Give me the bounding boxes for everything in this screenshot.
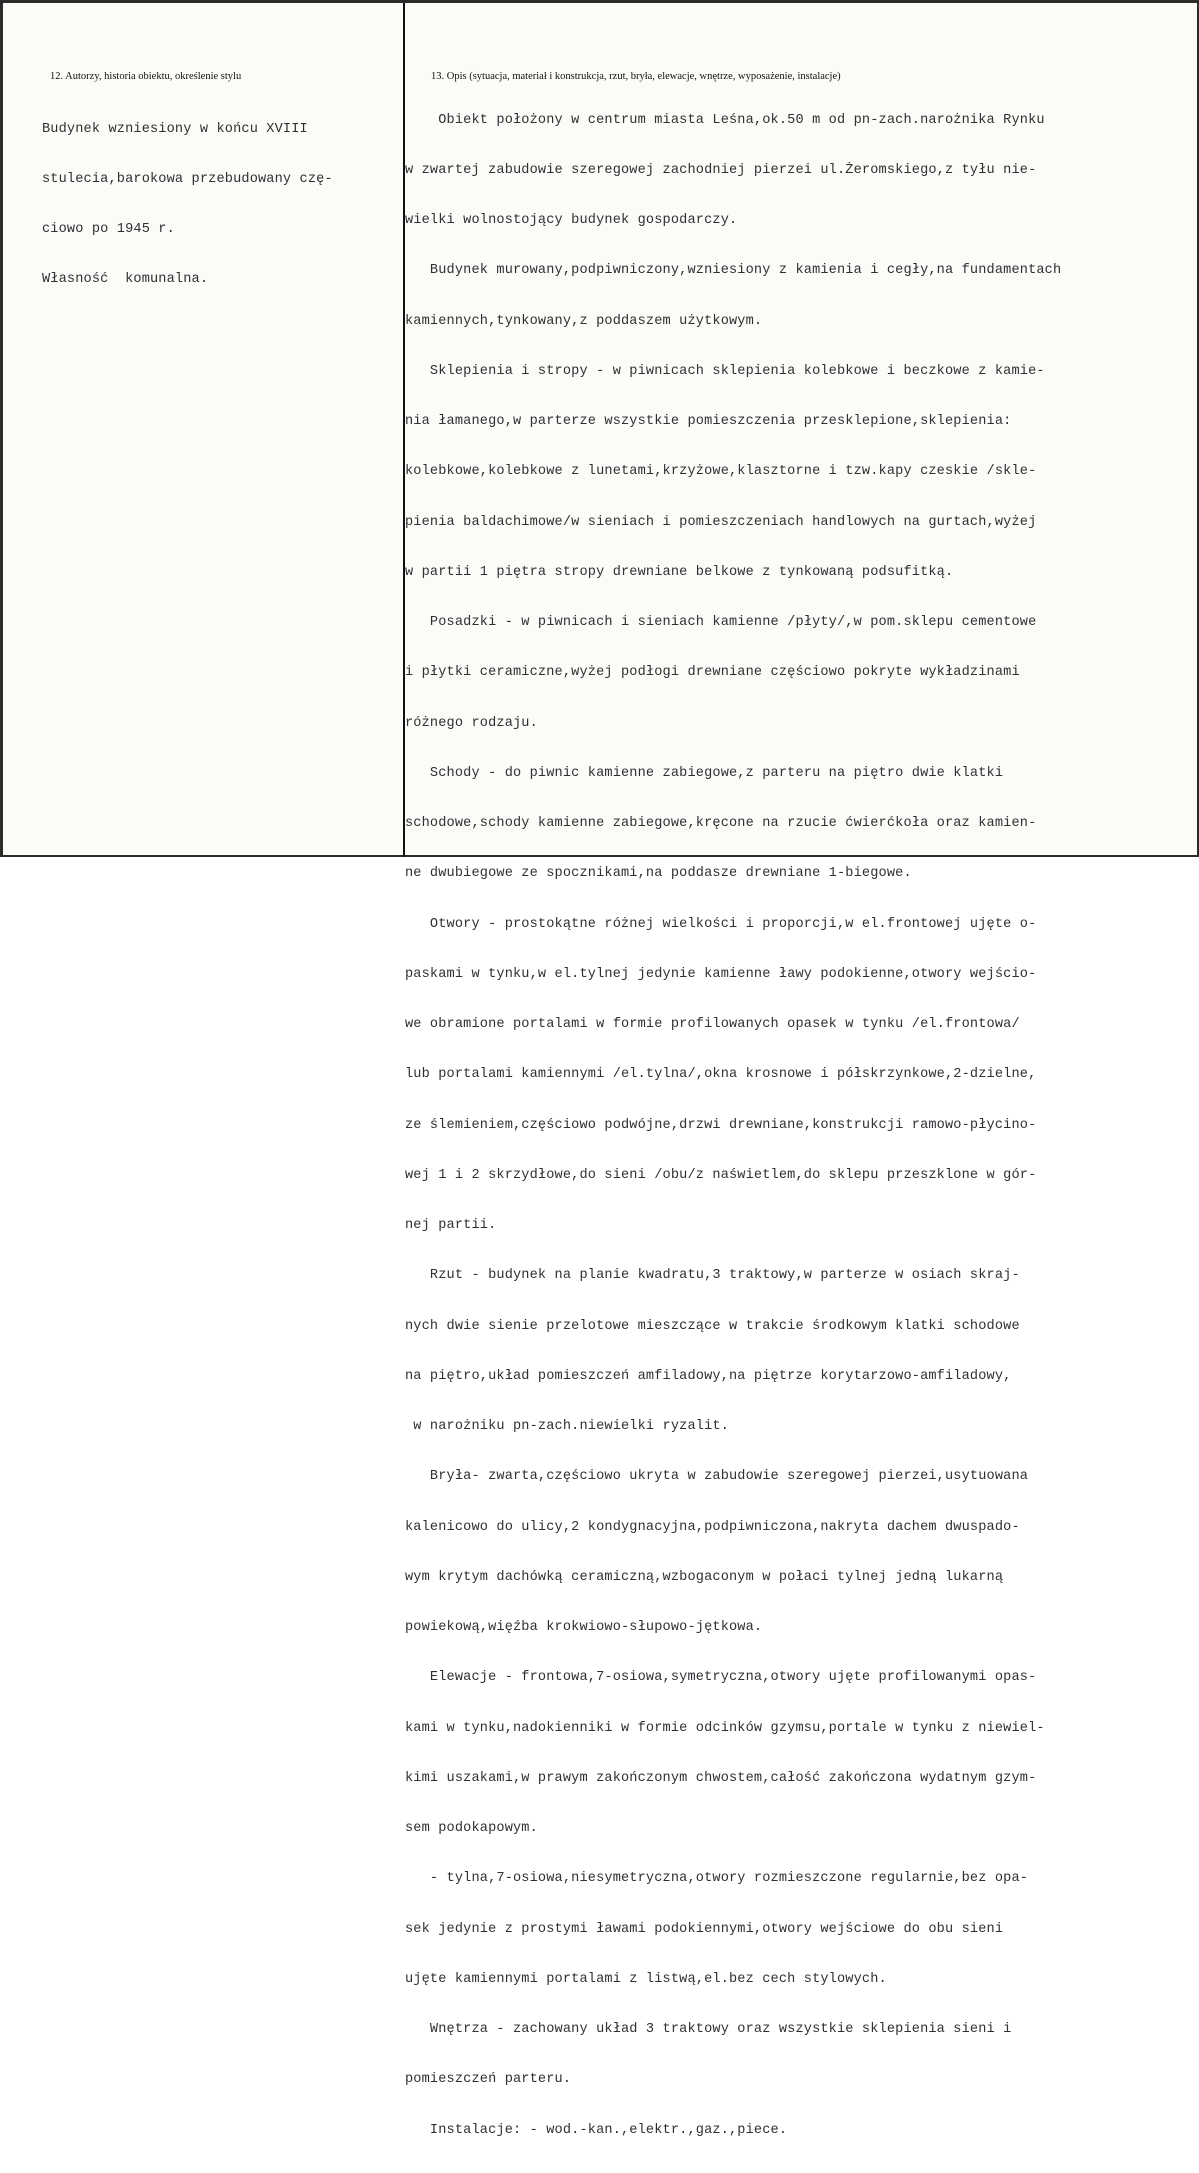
- section-13-line: na piętro,układ pomieszczeń amfiladowy,na piętrze korytarzowo-amfiladowy,: [405, 1368, 1012, 1384]
- section-12-line: stulecia,barokowa przebudowany czę-: [42, 171, 333, 187]
- section-12-text: [42, 88, 333, 323]
- section-13-line: Sklepienia i stropy - w piwnicach sklepienia kolebkowe i beczkowe z kamie-: [405, 363, 1045, 379]
- section-13-line: kamiennych,tynkowany,z poddaszem użytkowym.: [405, 313, 763, 329]
- section-13-line: w narożniku pn-zach.niewielki ryzalit.: [405, 1419, 729, 1434]
- section-13-line: w partii 1 piętra stropy drewniane belkowe z tynkowaną podsufitką.: [405, 564, 954, 580]
- section-13-text: [405, 79, 1061, 2173]
- section-12-line: Własność komunalna.: [42, 272, 209, 288]
- section-13-line: Posadzki - w piwnicach i sieniach kamienne /płyty/,w pom.sklepu cementowe: [405, 615, 1037, 630]
- section-13-line: - tylna,7-osiowa,niesymetryczna,otwory rozmieszczone regularnie,bez opa-: [405, 1871, 1029, 1887]
- section-13-line: schodowe,schody kamienne zabiegowe,kręcone na rzucie ćwierćkoła oraz kamien-: [405, 816, 1037, 831]
- section-13-line: w zwartej zabudowie szeregowej zachodniej pierzei ul.Żeromskiego,z tyłu nie-: [405, 162, 1037, 178]
- section-13-line: paskami w tynku,w el.tylnej jedynie kamienne ławy podokienne,otwory wejścio-: [405, 966, 1037, 982]
- section-13-line: nia łamanego,w parterze wszystkie pomieszczenia przesklepione,sklepienia:: [405, 414, 1012, 429]
- section-12-heading: 12. Autorzy, historia obiektu, określenie stylu: [50, 71, 242, 82]
- section-13-line: i płytki ceramiczne,wyżej podłogi drewniane częściowo pokryte wykładzinami: [405, 665, 1020, 681]
- section-13-line: sek jedynie z prostymi ławami podokiennymi,otwory wejściowe do obu sieni: [405, 1921, 1004, 1937]
- section-13-line: różnego rodzaju.: [405, 715, 538, 731]
- section-13-line: nych dwie sienie przelotowe mieszczące w trakcie środkowym klatki schodowe: [405, 1318, 1020, 1334]
- section-13-line: ze ślemieniem,częściowo podwójne,drzwi drewniane,konstrukcji ramowo-płycino-: [405, 1117, 1037, 1133]
- section-13-line: sem podokapowym.: [405, 1821, 538, 1836]
- section-13-line: wej 1 i 2 skrzydłowe,do sieni /obu/z naświetlem,do sklepu przeszklone w gór-: [405, 1167, 1037, 1183]
- section-12-line: ciowo po 1945 r.: [42, 222, 175, 237]
- section-13-line: Obiekt położony w centrum miasta Leśna,ok.50 m od pn-zach.narożnika Rynku: [405, 112, 1045, 128]
- section-13-line: we obramione portalami w formie profilowanych opasek w tynku /el.frontowa/: [405, 1017, 1020, 1032]
- section-13-line: Wnętrza - zachowany układ 3 traktowy oraz wszystkie sklepienia sieni i: [405, 2022, 1012, 2037]
- section-13-line: lub portalami kamiennymi /el.tylna/,okna krosnowe i półskrzynkowe,2-dzielne,: [405, 1067, 1037, 1083]
- section-13-line: Bryła- zwarta,częściowo ukryta w zabudowie szeregowej pierzei,usytuowana: [405, 1469, 1029, 1485]
- section-13-line: wielki wolnostojący budynek gospodarczy.: [405, 213, 738, 228]
- section-13-line: ne dwubiegowe ze spocznikami,na poddasze drewniane 1-biegowe.: [405, 866, 912, 882]
- section-13-line: Otwory - prostokątne różnej wielkości i proporcji,w el.frontowej ujęte o-: [405, 916, 1037, 932]
- sheet-border-top: [0, 0, 1199, 3]
- section-13-line: ujęte kamiennymi portalami z listwą,el.bez cech stylowych.: [405, 1971, 887, 1987]
- section-12-line: Budynek wzniesiony w końcu XVIII: [42, 121, 308, 137]
- section-13-line: Budynek murowany,podpiwniczony,wzniesiony z kamienia i cegły,na fundamentach: [405, 263, 1062, 279]
- section-13-line: kimi uszakami,w prawym zakończonym chwostem,całość zakończona wydatnym gzym-: [405, 1770, 1037, 1786]
- section-13-line: Schody - do piwnic kamienne zabiegowe,z parteru na piętro dwie klatki: [405, 765, 1004, 781]
- section-13-line: wym krytym dachówką ceramiczną,wzbogaconym w połaci tylnej jedną lukarną: [405, 1569, 1004, 1585]
- section-13-heading: 13. Opis (sytuacja, materiał i konstrukcja, rzut, bryła, elewacje, wnętrze, wyposażenie, instalacje): [431, 71, 841, 82]
- sheet-border-left: [0, 0, 3, 857]
- section-13-line: nej partii.: [405, 1218, 497, 1233]
- section-13-line: Rzut - budynek na planie kwadratu,3 traktowy,w parterze w osiach skraj-: [405, 1268, 1020, 1284]
- section-13-line: kalenicowo do ulicy,2 kondygnacyjna,podpiwniczona,nakryta dachem dwuspado-: [405, 1519, 1020, 1535]
- section-13-line: powiekową,więźba krokwiowo-słupowo-jętkowa.: [405, 1620, 763, 1635]
- section-13-line: Elewacje - frontowa,7-osiowa,symetryczna,otwory ujęte profilowanymi opas-: [405, 1670, 1037, 1686]
- section-13-line: kolebkowe,kolebkowe z lunetami,krzyżowe,klasztorne i tzw.kapy czeskie /skle-: [405, 464, 1037, 480]
- section-13-line: Instalacje: - wod.-kan.,elektr.,gaz.,piece.: [405, 2122, 788, 2138]
- section-13-line: pomieszczeń parteru.: [405, 2072, 572, 2088]
- section-13-line: kami w tynku,nadokienniki w formie odcinków gzymsu,portale w tynku z niewiel-: [405, 1720, 1045, 1736]
- section-13-line: pienia baldachimowe/w sieniach i pomieszczeniach handlowych na gurtach,wyżej: [405, 514, 1037, 530]
